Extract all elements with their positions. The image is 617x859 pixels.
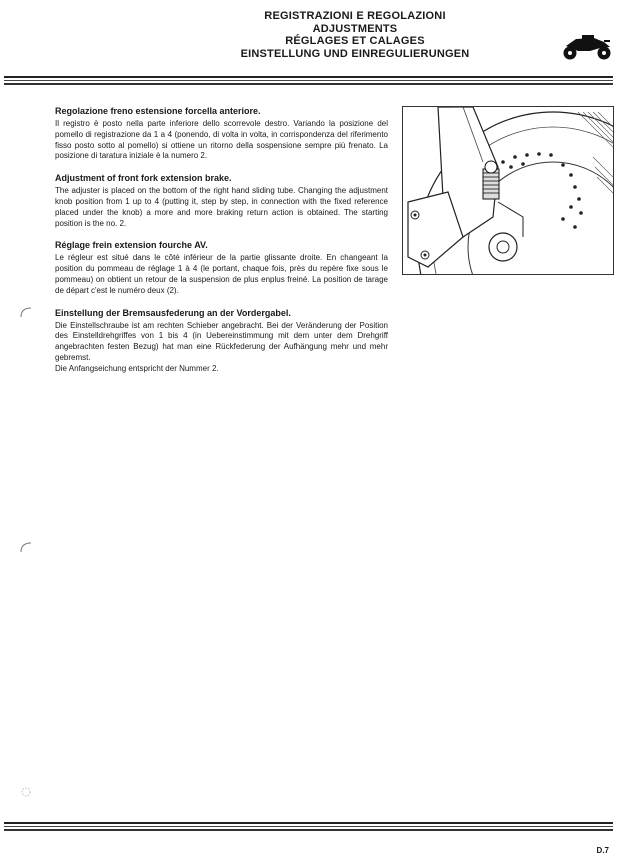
section-title: Regolazione freno estensione forcella anteriore. — [55, 106, 261, 116]
section-english — [55, 173, 388, 229]
page-header — [150, 10, 560, 60]
section-title: Réglage frein extension fourche AV. — [55, 240, 208, 251]
section-body: The adjuster is placed on the bottom of the right hand sliding tube. Changing the adjustment knob position from 1 up to 4 (putting it, step by step, in connection with the fixed reference placed under the knob) a more and more braking return action is obtained. The starting position is the no. 2. — [55, 186, 388, 228]
header-title-de: EINSTELLUNG UND EINREGULIERUNGEN — [240, 47, 470, 60]
motorcycle-icon — [560, 33, 614, 61]
section-body: Le régleur est situé dans le côté inférieur de la partie glissante droite. En changeant la position du pommeau de réglage 1 à 4 (le portant, chaque fois, près du repère fixe sous le pommeau) on obtient un retour de la suspension de plus enplus freiné. La position de tarage de départ c'est le numéro deux (2). — [55, 253, 388, 295]
section-body: Die Einstellschraube ist am rechten Schieber angebracht. Bei der Veränderung der Position des Einstelldrehgriffes von 1 bis 4 (in Uebereinstimmung mit dem unter dem Drehgriff angebrachten festen Bezug) hat man eine Rückfederung der Aufhängung mehr und mehr gebremst. Die Anfangseichung entspricht der Nummer 2. — [55, 320, 388, 373]
punch-mark-icon — [19, 305, 33, 319]
section-italian — [55, 106, 388, 162]
header-title-fr: RÉGLAGES ET CALAGES — [285, 35, 425, 47]
page-number: D.7 — [596, 846, 609, 855]
section-title: Adjustment of front fork extension brake. — [55, 173, 232, 184]
brake-disc-drawing — [403, 107, 613, 274]
footer-rule — [4, 822, 613, 832]
punch-mark-icon — [19, 540, 33, 554]
header-title-en: ADJUSTMENTS — [312, 22, 398, 35]
section-body: Il registro è posto nella parte inferiore dello scorrevole destro. Variando la posizione del pomello di registrazione da 1 a 4 (ponendo, di volta in volta, in corrispondenza del riferimento fisso posto sotto al pomello) si ottiene un ritorno della sospensione sempre più frenato. La posizione di taratura iniziale è la numero 2. — [55, 119, 388, 161]
header-title-it: REGISTRAZIONI E REGOLAZIONI — [264, 10, 446, 22]
header-rule — [4, 76, 613, 86]
section-title: Einstellung der Bremsausfederung an der Vordergabel. — [55, 307, 291, 318]
punch-mark-icon — [19, 785, 33, 799]
section-french — [55, 240, 388, 296]
fork-adjuster-illustration — [402, 106, 614, 275]
section-german — [55, 308, 388, 375]
main-text — [55, 106, 388, 386]
